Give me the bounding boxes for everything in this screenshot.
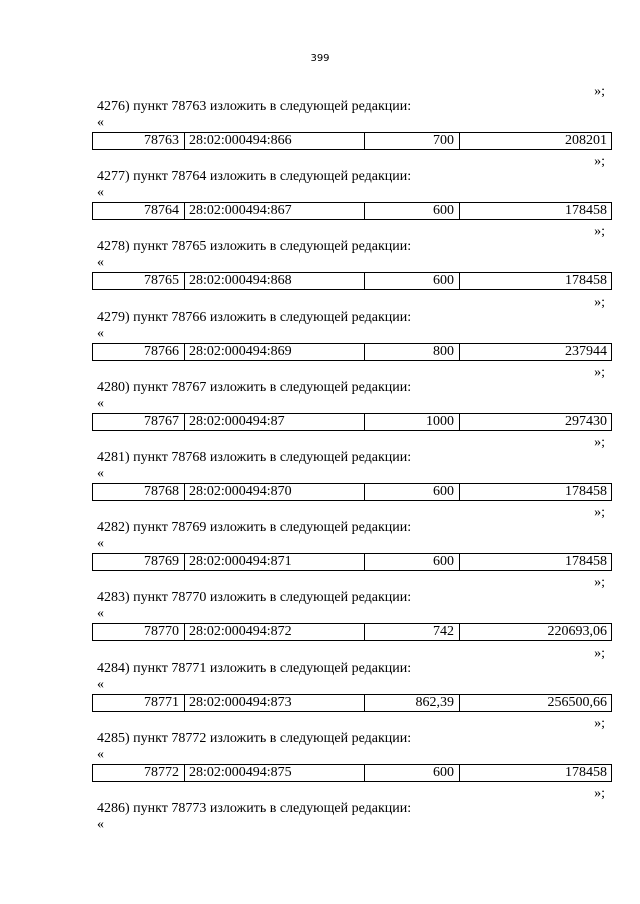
item-number-cell: 78769 xyxy=(93,554,185,570)
table-row xyxy=(92,132,612,150)
amendment-section xyxy=(0,505,640,575)
cadastral-number-cell: 28:02:000494:869 xyxy=(185,344,365,360)
amendment-heading: 4277) пункт 78764 изложить в следующей редакции: xyxy=(97,169,412,185)
opening-quote: « xyxy=(97,255,104,271)
amendment-section xyxy=(0,224,640,294)
amendment-section xyxy=(0,575,640,645)
area-cell: 600 xyxy=(365,203,460,219)
closing-quote: »; xyxy=(594,435,605,450)
amendment-heading: 4276) пункт 78763 изложить в следующей редакции: xyxy=(97,99,412,114)
value-cell: 220693,06 xyxy=(547,624,607,640)
area-cell: 1000 xyxy=(365,414,460,430)
area-cell: 600 xyxy=(365,765,460,781)
closing-quote: »; xyxy=(594,786,605,801)
amendment-heading: 4278) пункт 78765 изложить в следующей редакции: xyxy=(97,239,412,255)
amendment-section xyxy=(0,365,640,435)
opening-quote: « xyxy=(97,395,104,411)
closing-quote: »; xyxy=(594,294,605,310)
closing-quote: »; xyxy=(594,154,605,170)
table-row xyxy=(92,623,612,641)
cadastral-number-cell: 28:02:000494:87 xyxy=(185,414,365,430)
table-row xyxy=(92,272,612,290)
opening-quote: « xyxy=(97,536,104,552)
amendment-section xyxy=(0,154,640,224)
amendment-heading: 4284) пункт 78771 изложить в следующей редакции: xyxy=(97,660,412,676)
area-cell: 600 xyxy=(365,484,460,500)
amendment-heading: 4286) пункт 78773 изложить в следующей редакции: xyxy=(97,801,412,816)
table-row xyxy=(92,483,612,501)
value-cell: 178458 xyxy=(565,484,607,499)
area-cell: 862,39 xyxy=(365,695,460,711)
value-cell: 208201 xyxy=(565,133,607,148)
closing-quote: »; xyxy=(594,715,605,731)
value-cell: 178458 xyxy=(565,203,607,219)
amendment-section xyxy=(0,716,640,786)
amendment-heading: 4285) пункт 78772 изложить в следующей редакции: xyxy=(97,730,412,746)
table-row xyxy=(92,343,612,361)
closing-quote: »; xyxy=(594,364,605,380)
amendment-heading: 4282) пункт 78769 изложить в следующей редакции: xyxy=(97,520,412,536)
amendment-section xyxy=(0,295,640,365)
value-cell: 178458 xyxy=(565,554,607,570)
table-row xyxy=(92,553,612,571)
item-number-cell: 78772 xyxy=(93,765,185,781)
area-cell: 742 xyxy=(365,624,460,640)
area-cell: 800 xyxy=(365,344,460,360)
closing-quote: »; xyxy=(594,575,605,591)
value-cell: 297430 xyxy=(565,413,607,429)
amendment-heading: 4283) пункт 78770 изложить в следующей редакции: xyxy=(97,590,412,606)
item-number-cell: 78764 xyxy=(93,203,185,219)
opening-quote: « xyxy=(97,746,104,762)
item-number-cell: 78771 xyxy=(93,695,185,711)
cadastral-number-cell: 28:02:000494:867 xyxy=(185,203,365,219)
cadastral-number-cell: 28:02:000494:872 xyxy=(185,624,365,640)
closing-quote: »; xyxy=(594,84,605,99)
value-cell: 178458 xyxy=(565,764,607,780)
cadastral-number-cell: 28:02:000494:875 xyxy=(185,765,365,781)
closing-quote: »; xyxy=(594,224,605,240)
cadastral-number-cell: 28:02:000494:868 xyxy=(185,273,365,289)
amendment-section xyxy=(0,84,640,154)
closing-quote: »; xyxy=(594,505,605,521)
area-cell: 600 xyxy=(365,554,460,570)
area-cell: 600 xyxy=(365,273,460,289)
cadastral-number-cell: 28:02:000494:871 xyxy=(185,554,365,570)
amendment-heading: 4280) пункт 78767 изложить в следующей редакции: xyxy=(97,379,412,395)
opening-quote: « xyxy=(97,606,104,622)
cadastral-number-cell: 28:02:000494:873 xyxy=(185,695,365,711)
amendment-heading: 4281) пункт 78768 изложить в следующей редакции: xyxy=(97,450,412,465)
item-number-cell: 78768 xyxy=(93,484,185,500)
amendment-section xyxy=(0,435,640,505)
closing-quote: »; xyxy=(594,645,605,661)
item-number-cell: 78767 xyxy=(93,414,185,430)
area-cell: 700 xyxy=(365,133,460,149)
opening-quote: « xyxy=(97,466,104,481)
value-cell: 178458 xyxy=(565,273,607,289)
item-number-cell: 78766 xyxy=(93,344,185,360)
item-number-cell: 78763 xyxy=(93,133,185,149)
opening-quote: « xyxy=(97,115,104,130)
value-cell: 237944 xyxy=(565,343,607,359)
table-row xyxy=(92,694,612,712)
value-cell: 256500,66 xyxy=(547,694,607,710)
item-number-cell: 78765 xyxy=(93,273,185,289)
cadastral-number-cell: 28:02:000494:866 xyxy=(185,133,365,149)
cadastral-number-cell: 28:02:000494:870 xyxy=(185,484,365,500)
table-row xyxy=(92,413,612,431)
opening-quote: « xyxy=(97,676,104,692)
table-row xyxy=(92,764,612,782)
amendment-section xyxy=(0,646,640,716)
opening-quote: « xyxy=(97,325,104,341)
page-number: 399 xyxy=(310,53,330,64)
opening-quote: « xyxy=(97,185,104,201)
item-number-cell: 78770 xyxy=(93,624,185,640)
opening-quote: « xyxy=(97,817,104,832)
amendment-heading: 4279) пункт 78766 изложить в следующей редакции: xyxy=(97,309,412,325)
table-row xyxy=(92,202,612,220)
